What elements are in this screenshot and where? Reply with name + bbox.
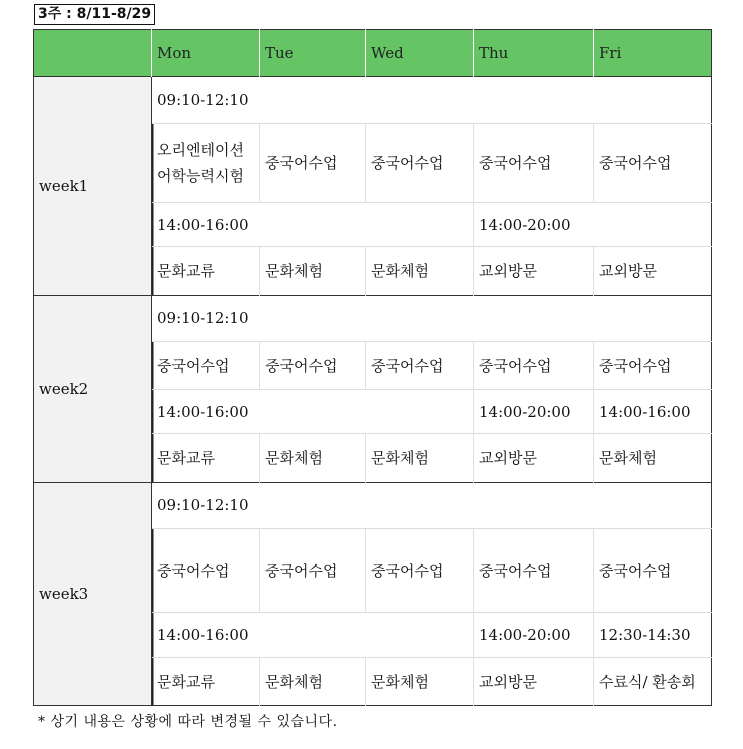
schedule-cell: 문화체험	[260, 247, 366, 295]
week1-morning-time-row	[34, 77, 712, 123]
week2-morning-time-row	[34, 295, 712, 341]
schedule-cell: 문화체험	[366, 657, 474, 705]
header-row	[34, 30, 712, 77]
schedule-cell: 중국어수업	[260, 341, 366, 389]
week-label: week1	[34, 77, 152, 295]
schedule-cell: 중국어수업	[260, 123, 366, 202]
schedule-cell: 중국어수업	[594, 123, 712, 202]
afternoon-time: 14:00-20:00	[474, 203, 712, 247]
schedule-cell: 교외방문	[474, 657, 594, 705]
schedule-cell: 중국어수업	[474, 341, 594, 389]
schedule-cell	[152, 123, 260, 202]
schedule-cell: 수료식/ 환송회	[594, 657, 712, 705]
schedule-cell: 중국어수업	[594, 528, 712, 613]
schedule-line: 오리엔테이션	[157, 140, 244, 159]
morning-time: 09:10-12:10	[152, 295, 712, 341]
footnote: * 상기 내용은 상황에 따라 변경될 수 있습니다.	[38, 714, 338, 730]
schedule-cell: 문화체험	[260, 657, 366, 705]
schedule-cell: 문화교류	[152, 247, 260, 295]
schedule-line: 어학능력시험	[157, 166, 244, 185]
schedule-cell: 중국어수업	[152, 528, 260, 613]
afternoon-time: 12:30-14:30	[594, 613, 712, 657]
afternoon-time: 14:00-16:00	[594, 390, 712, 434]
schedule-cell: 교외방문	[474, 247, 594, 295]
week3-morning-time-row	[34, 482, 712, 528]
day-header-tue: Tue	[260, 30, 366, 77]
schedule-cell: 중국어수업	[474, 123, 594, 202]
schedule-cell: 문화교류	[152, 434, 260, 482]
afternoon-time: 14:00-20:00	[474, 613, 594, 657]
day-header-fri: Fri	[594, 30, 712, 77]
header-corner	[34, 30, 152, 77]
schedule-cell: 중국어수업	[366, 528, 474, 613]
schedule-cell: 문화체험	[366, 247, 474, 295]
week-label: week2	[34, 295, 152, 482]
schedule-cell: 문화체험	[366, 434, 474, 482]
schedule-cell: 중국어수업	[594, 341, 712, 389]
morning-time: 09:10-12:10	[152, 77, 712, 123]
schedule-cell: 문화교류	[152, 657, 260, 705]
schedule-cell: 중국어수업	[152, 341, 260, 389]
morning-time: 09:10-12:10	[152, 482, 712, 528]
schedule-cell: 중국어수업	[260, 528, 366, 613]
schedule-cell: 교외방문	[594, 247, 712, 295]
day-header-wed: Wed	[366, 30, 474, 77]
afternoon-time: 14:00-16:00	[152, 203, 474, 247]
schedule-cell: 문화체험	[594, 434, 712, 482]
afternoon-time: 14:00-16:00	[152, 613, 474, 657]
schedule-cell: 교외방문	[474, 434, 594, 482]
schedule-cell: 중국어수업	[474, 528, 594, 613]
schedule-title: 3주 : 8/11-8/29	[34, 4, 155, 25]
schedule-cell: 중국어수업	[366, 123, 474, 202]
afternoon-time: 14:00-16:00	[152, 390, 474, 434]
day-header-thu: Thu	[474, 30, 594, 77]
day-header-mon: Mon	[152, 30, 260, 77]
afternoon-time: 14:00-20:00	[474, 390, 594, 434]
week-label: week3	[34, 482, 152, 705]
schedule-cell: 문화체험	[260, 434, 366, 482]
schedule-cell: 중국어수업	[366, 341, 474, 389]
schedule-table	[33, 29, 712, 706]
